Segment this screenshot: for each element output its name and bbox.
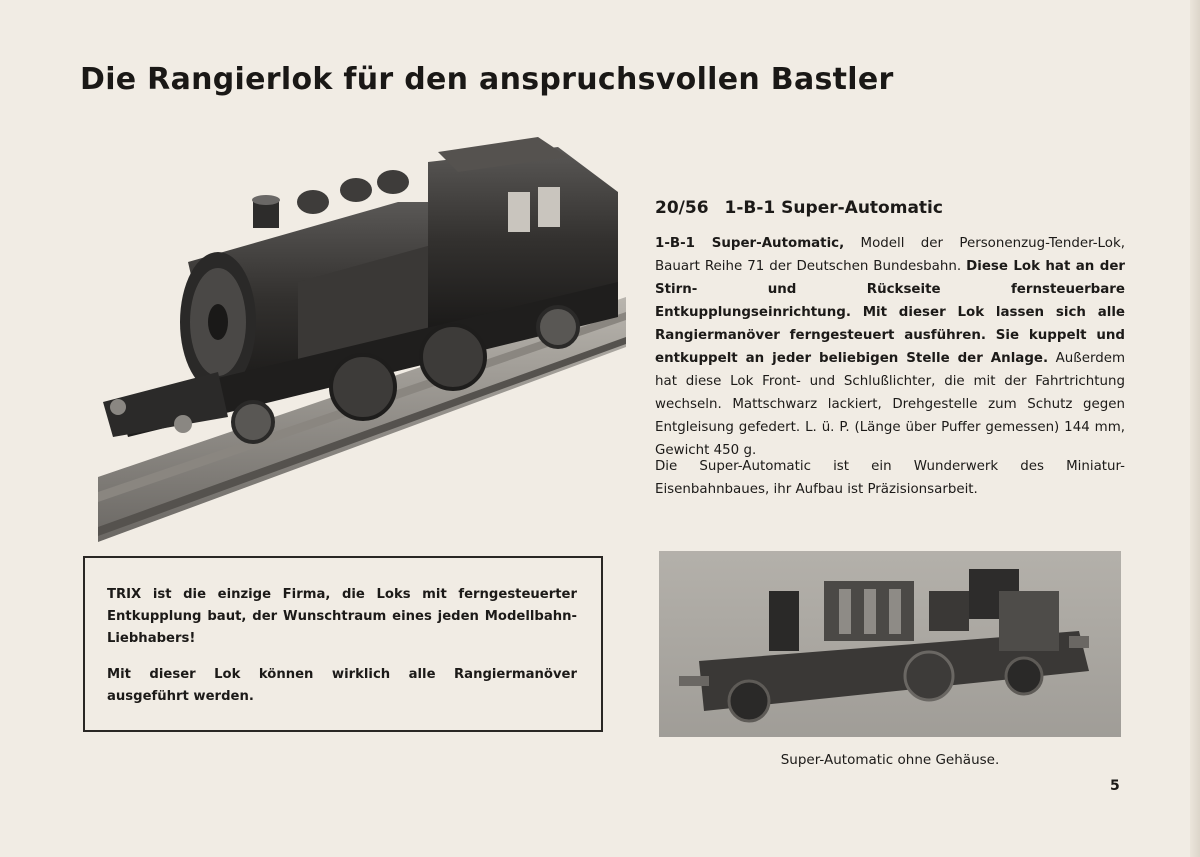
chassis-photo — [659, 551, 1121, 737]
chassis-caption: Super-Automatic ohne Gehäuse. — [780, 752, 1000, 768]
description-part1: Modell der Personenzug-Tender-Lok, Bauart Reihe 71 der Deutschen Bundesbahn. — [655, 236, 1125, 274]
description-bold-part: Diese Lok hat an der Stirn- und Rückseite fernsteuerbare Entkupplungseinrichtung. Mit dieser Lok lassen sich alle Rangiermanöver ferngesteuert ausführen. Sie kuppelt und entkuppelt an jeder beliebigen Stelle der Anlage. — [655, 259, 1126, 366]
product-description — [655, 232, 1125, 462]
description-lead: 1-B-1 Super-Automatic, — [655, 236, 845, 251]
info-paragraph-2: Mit dieser Lok können wirklich alle Rangiermanöver ausgeführt werden. — [107, 667, 577, 704]
page-title: Die Rangierlok für den anspruchsvollen Bastler — [80, 62, 894, 97]
locomotive-photo — [98, 132, 626, 544]
description-closing: Die Super-Automatic ist ein Wunderwerk des Miniatur-Eisenbahnbaues, ihr Aufbau ist Präzisionsarbeit. — [655, 459, 1125, 497]
page-number: 5 — [1110, 778, 1120, 794]
description-part2: Außerdem hat diese Lok Front- und Schlußlichter, die mit der Fahrtrichtung wechseln. Mattschwarz lackiert, Drehgestelle zum Schutz gegen Entgleisung gefedert. L. ü. P. (Länge über Puffer gemessen) 144 mm, Gewicht 450 g. — [655, 351, 1125, 458]
info-paragraph-1: TRIX ist die einzige Firma, die Loks mit ferngesteuerter Entkupplung baut, der Wunschtraum eines jeden Modellbahn-Liebhabers! — [107, 587, 577, 646]
info-box — [83, 556, 603, 732]
product-name: 1-B-1 Super-Automatic — [724, 198, 943, 218]
page-edge — [1190, 0, 1200, 857]
product-heading — [655, 198, 1135, 218]
product-code: 20/56 — [655, 198, 709, 218]
